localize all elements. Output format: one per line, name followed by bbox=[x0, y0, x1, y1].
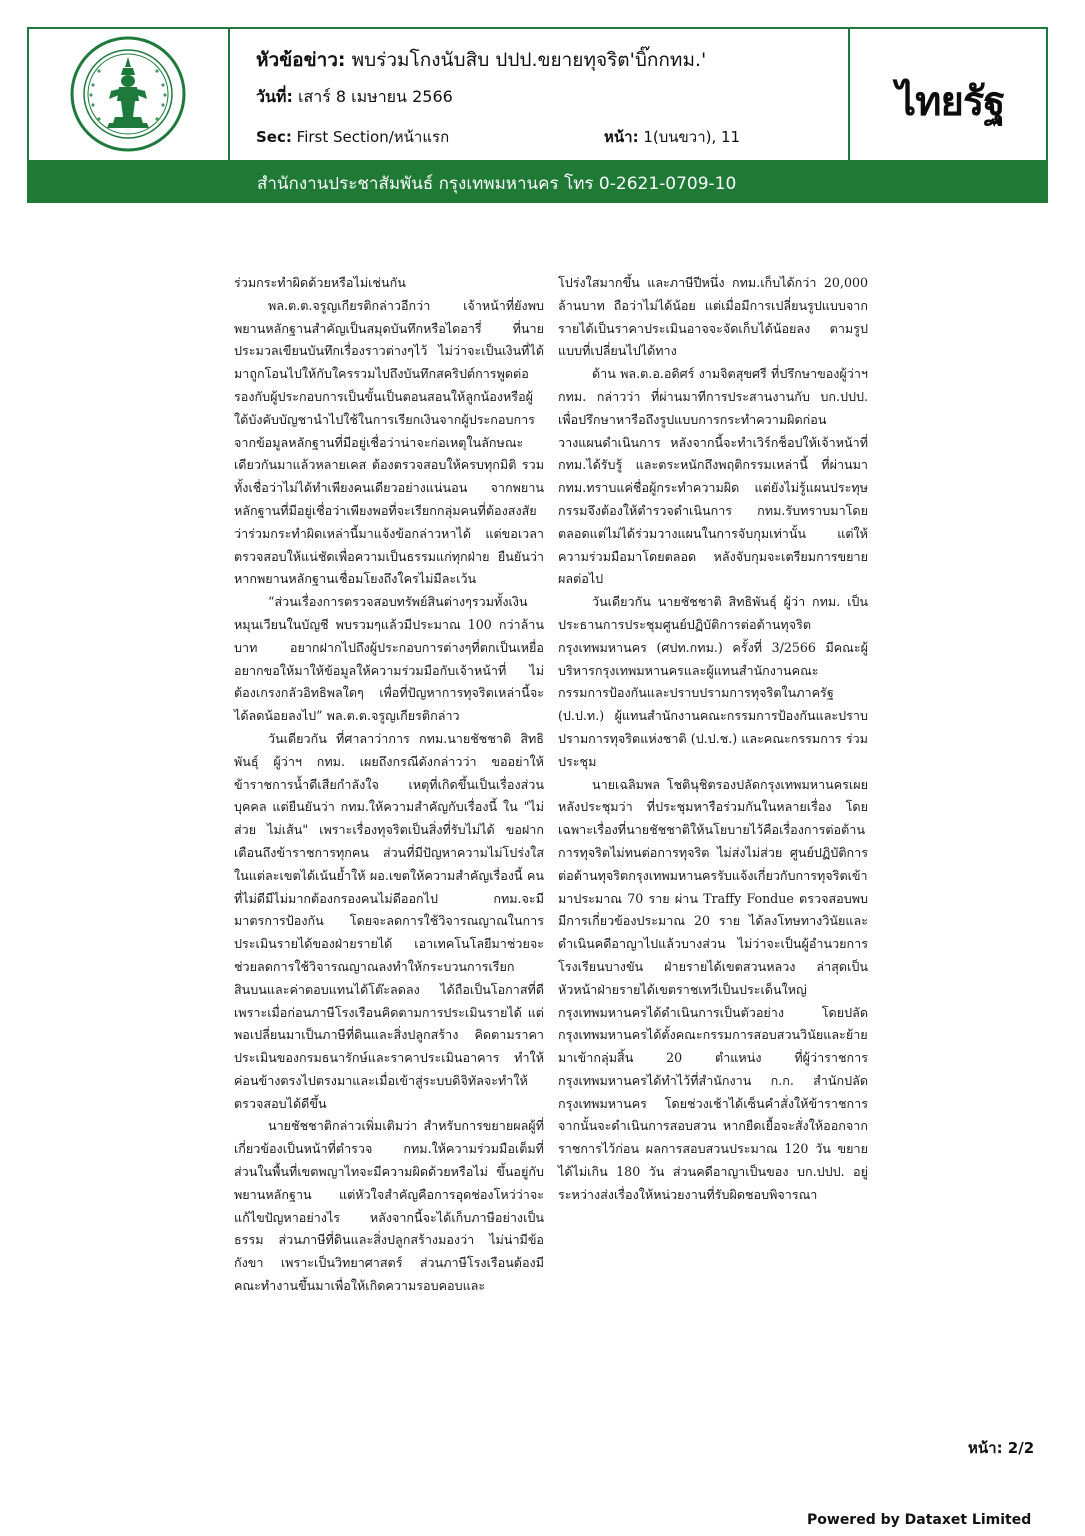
headline-info-cell bbox=[230, 29, 850, 160]
article-paragraph: พล.ต.ต.จรูญเกียรติกล่าวอีกว่า เจ้าหน้าที่ยังพบพยานหลักฐานสำคัญเป็นสมุดบันทึกหรือไดอารี่ ที่นายประมวลเขียนบันทึกเรื่องราวต่างๆไว้ ไม่ว่าจะเป็นเงินที่ได้มาถูกโอนไปให้กับใครรวมไปถึงบันทึกสคริปต์การพูดต่อรองกับผู้ประกอบการเป็นขั้นเป็นตอนสอนให้ลูกน้องหรือผู้ใต้บังคับบัญชานำไปใช้ในการเรียกเงินจากผู้ประกอบการ จากข้อมูลหลักฐานที่มีอยู่เชื่อว่าน่าจะก่อเหตุในลักษณะเดียวกันมาแล้วหลายเคส ต้องตรวจสอบให้ครบทุกมิติ รวมทั้งเชื่อว่าไม่ได้ทำเพียงคนเดียวอย่างแน่นอน จากพยานหลักฐานที่มีอยู่เชื่อว่าเพียงพอที่จะเรียกกลุ่มคนที่ต้องสงสัยว่าร่วมกระทำผิดเหล่านี้มาแจ้งข้อกล่าวหาได้ แต่ขอเวลาตรวจสอบให้แน่ชัดเพื่อความเป็นธรรมแก่ทุกฝ่าย ยืนยันว่าหากพยานหลักฐานเชื่อมโยงถึงใครไม่มีละเว้น bbox=[234, 297, 544, 587]
article-column-right bbox=[558, 272, 868, 1207]
page-text: 1(บนขวา), 11 bbox=[643, 128, 741, 146]
article-paragraph: โปร่งใสมากขึ้น และภาษีปีหนึ่ง กทม.เก็บได้กว่า 20,000 ล้านบาท ถือว่าไม่ได้น้อย แต่เมื่อมีการเปลี่ยนรูปแบบจากรายได้เป็นราคาประเมินอาจจะจัดเก็บได้น้อยลง ตามรูปแบบที่เปลี่ยนไปได้ทาง bbox=[558, 275, 868, 359]
article-paragraph: “ส่วนเรื่องการตรวจสอบทรัพย์สินต่างๆรวมทั้งเงินหมุนเวียนในบัญชี พบรวมๆแล้วมีประมาณ 100 กว่าล้านบาท อยากฝากไปถึงผู้ประกอบการต่างๆที่ตกเป็นเหยื่ออยากขอให้มาให้ข้อมูลให้ความร่วมมือกับเจ้าหน้าที่ ไม่ต้องเกรงกลัวอิทธิพลใดๆ เพื่อที่ปัญหาการทุจริตเหล่านี้จะได้ลดน้อยลงไป” พล.ต.ต.จรูญเกียรติกล่าว bbox=[234, 594, 544, 724]
page-number: หน้า: 2/2 bbox=[968, 1439, 1035, 1457]
article-paragraph: นายเฉลิมพล โชตินุชิตรองปลัดกรุงเทพมหานครเผยหลังประชุมว่า ที่ประชุมหารือร่วมกันในหลายเรื่อง โดยเฉพาะเรื่องที่นายชัชชาติให้นโยบายไว้คือเรื่องการต่อต้านการทุจริตไม่ทนต่อการทุจริต ไม่ส่งไม่ส่วย ศูนย์ปฏิบัติการต่อต้านทุจริตกรุงเทพมหานครรับแจ้งเกี่ยวกับการทุจริตเข้ามาประมาณ 70 ราย ผ่าน Traffy Fondue ตรวจสอบพบมีการเกี่ยวข้องประมาณ 20 ราย ได้ลงโทษทางวินัยและดำเนินคดีอาญาไปแล้วบางส่วน ไม่ว่าจะเป็นผู้อำนวยการ โรงเรียนบางขัน ฝ่ายรายได้เขตสวนหลวง ล่าสุดเป็นหัวหน้าฝ่ายรายได้เขตราชเทวีเป็นประเด็นใหญ่ กรุงเทพมหานครได้ดำเนินการเป็นตัวอย่าง โดยปลัดกรุงเทพมหานครได้ตั้งคณะกรรมการสอบสวนวินัยและย้ายมาเข้ากลุ่มสิ้น 20 ตำแหน่ง ที่ผู้ว่าราชการกรุงเทพมหานครได้ทำไว้ที่สำนักงาน ก.ก. สำนักปลัดกรุงเทพมหานคร โดยช่วงเช้าได้เซ็นคำสั่งให้ข้าราชการจากนั้นจะดำเนินการสอบสวน หากยืดเยื้อจะสั่งให้ออกจากราชการไว้ก่อน ผลการสอบสวนประมาณ 120 วัน ขยายได้ไม่เกิน 180 วัน ส่วนคดีอาญาเป็นของ บก.ปปป. อยู่ระหว่างส่งเรื่องให้หน่วยงานที่รับผิดชอบพิจารณา bbox=[558, 776, 868, 1202]
section-label: Sec: bbox=[256, 128, 292, 146]
section-text: First Section/หน้าแรก bbox=[296, 128, 450, 146]
headline-row bbox=[256, 45, 706, 75]
article-paragraph: ด้าน พล.ต.อ.อดิศร์ งามจิตสุขศรี ที่ปรึกษาของผู้ว่าฯ กทม. กล่าวว่า ที่ผ่านมาทีการประสานงานกับ บก.ปปป. เพื่อปรึกษาหารือถึงรูปแบบการกระทำความผิดก่อนวางแผนดำเนินการ หลังจากนี้จะทำเวิร์กช็อปให้เจ้าหน้าที่ กทม.ได้รับรู้ และตระหนักถึงพฤติกรรมเหล่านี้ ที่ผ่านมา กทม.ทราบแค่ชื่อผู้กระทำความผิด แต่ยังไม่รู้แผนประทุษกรรมจึงต้องให้ตำรวจดำเนินการ กทม.รับทราบมาโดยตลอดแต่ไม่ได้ร่วมวางแผนในการจับกุมเท่านั้น แต่ให้ความร่วมมือมาโดยตลอด หลังจับกุมจะเตรียมการขยายผลต่อไป bbox=[558, 366, 868, 587]
document-header bbox=[27, 27, 1048, 203]
page-label: หน้า: bbox=[604, 128, 639, 146]
office-contact-text: สำนักงานประชาสัมพันธ์ กรุงเทพมหานคร โทร 0-2621-0709-10 bbox=[257, 174, 737, 194]
page-row bbox=[604, 125, 740, 149]
date-row bbox=[256, 85, 453, 110]
bangkok-city-emblem-icon bbox=[69, 35, 187, 153]
headline-label: หัวข้อข่าว: bbox=[256, 49, 346, 71]
article-paragraph: วันเดียวกัน ที่ศาลาว่าการ กทม.นายชัชชาติ สิทธิพันธุ์ ผู้ว่าฯ กทม. เผยถึงกรณีดังกล่าวว่า ขออย่าให้ข้าราชการน้ำดีเสียกำลังใจ เหตุที่เกิดขึ้นเป็นเรื่องส่วนบุคคล แต่ยืนยันว่า กทม.ให้ความสำคัญกับเรื่องนี้ ใน "ไม่ส่วย ไม่เส้น" เพราะเรื่องทุจริตเป็นสิ่งที่รับไม่ได้ ขอฝากเตือนถึงข้าราชการทุกคน ส่วนที่มีปัญหาความไม่โปร่งใสในแต่ละเขตได้เน้นย้ำให้ ผอ.เขตให้ความสำคัญเรื่องนี้ คนที่ไม่ดีมีไม่มากต้องกรองคนไม่ดีออกไป กทม.จะมีมาตรการป้องกัน โดยจะลดการใช้วิจารณญาณในการประเมินรายได้ของฝ่ายรายได้ เอาเทคโนโลยีมาช่วยจะช่วยลดการใช้วิจารณญาณลงทำให้กระบวนการเรียกสินบนและค่าตอบแทนได้โต๊ะลดลง ได้ถือเป็นโอกาสที่ดี เพราะเมื่อก่อนภาษีโรงเรือนคิดตามการประเมินรายได้ แต่พอเปลี่ยนมาเป็นภาษีที่ดินและสิ่งปลูกสร้าง คิดตามราคาประเมินของกรมธนารักษ์และราคาประเมินอาคาร ทำให้ค่อนข้างตรงไปตรงมาและเมื่อเข้าสู่ระบบดิจิทัลจะทำให้ตรวจสอบได้ดีขึ้น bbox=[234, 730, 544, 1111]
newspaper-brand: ไทยรัฐ bbox=[896, 79, 1005, 125]
section-row bbox=[256, 125, 449, 149]
article-column-left bbox=[234, 272, 544, 1298]
date-text: เสาร์ 8 เมษายน 2566 bbox=[297, 87, 453, 106]
article-paragraph: วันเดียวกัน นายชัชชาติ สิทธิพันธุ์ ผู้ว่า กทม. เป็นประธานการประชุมศูนย์ปฏิบัติการต่อต้านทุจริตกรุงเทพมหานคร (ศปท.กทม.) ครั้งที่ 3/2566 มีคณะผู้บริหารกรุงเทพมหานครและผู้แทนสำนักงานคณะกรรมการป้องกันและปราบปรามการทุจริตในภาครัฐ (ป.ป.ท.) ผู้แทนสำนักงานคณะกรรมการป้องกันและปราบปรามการทุจริตแห่งชาติ (ป.ป.ช.) และคณะกรรมการ ร่วมประชุม bbox=[558, 594, 868, 769]
date-label: วันที่: bbox=[256, 87, 293, 106]
header-info-box bbox=[27, 27, 1048, 162]
article-paragraph: ร่วมกระทำผิดด้วยหรือไม่เช่นกัน bbox=[234, 275, 406, 290]
brand-cell bbox=[850, 29, 1046, 160]
headline-text: พบร่วมโกงนับสิบ ปปป.ขยายทุจริต'บิ๊กกทม.' bbox=[351, 49, 707, 71]
powered-by-credit: Powered by Dataxet Limited bbox=[807, 1512, 1032, 1528]
office-contact-bar bbox=[27, 160, 1048, 203]
article-paragraph: นายชัชชาติกล่าวเพิ่มเติมว่า สำหรับการขยายผลผู้ที่เกี่ยวข้องเป็นหน้าที่ตำรวจ กทม.ให้ความร่วมมือเต็มที่ ส่วนในพื้นที่เขตพญาไทจะมีความผิดด้วยหรือไม่ ขึ้นอยู่กับพยานหลักฐาน แต่หัวใจสำคัญคือการอุดช่องโหว่ว่าจะแก้ไขปัญหาอย่างไร หลังจากนี้จะได้เก็บภาษีอย่างเป็นธรรม ส่วนภาษีที่ดินและสิ่งปลูกสร้างมองว่า ไม่น่ามีข้อกังขา เพราะเป็นวิทยาศาสตร์ ส่วนภาษีโรงเรือนต้องมีคณะทำงานขึ้นมาเพื่อให้เกิดความรอบคอบและ bbox=[234, 1118, 544, 1294]
logo-cell bbox=[29, 29, 230, 160]
